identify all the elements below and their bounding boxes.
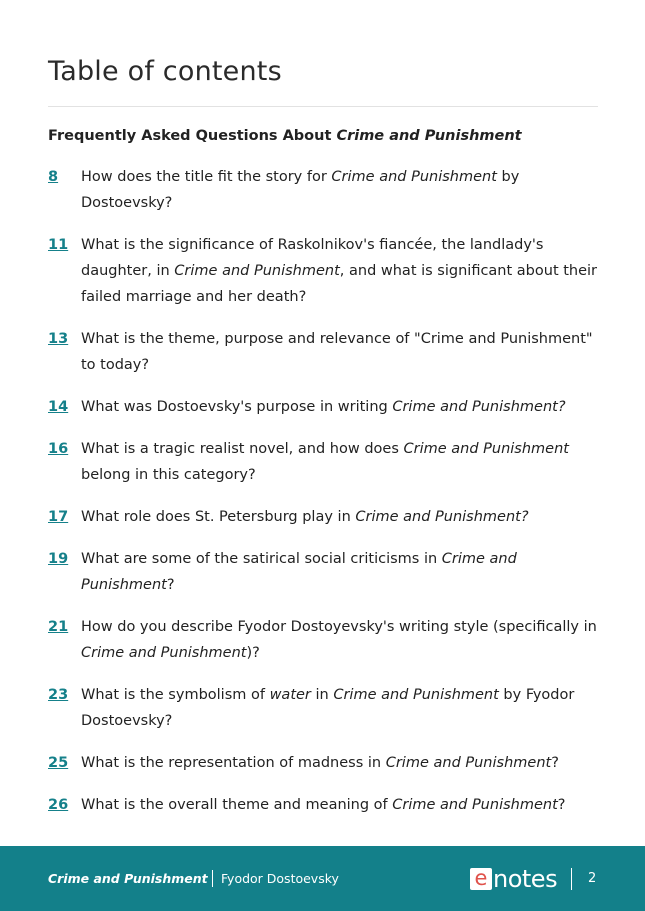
toc-question — [81, 436, 600, 488]
toc-question-text: What is the significance of Raskolnikov's fiancée, the landlady's daughter, in — [81, 237, 544, 279]
footer-book-title: Crime and Punishment — [48, 871, 208, 886]
toc-page-link[interactable]: 11 — [48, 237, 69, 253]
toc-question-italic: Crime and Punishment — [81, 551, 517, 593]
section-heading-book: Crime and Punishment — [336, 128, 522, 144]
toc-entry — [48, 750, 600, 776]
toc-question — [81, 750, 600, 776]
toc-page-link[interactable]: 23 — [48, 687, 69, 703]
toc-question-text: , and what is significant about their failed marriage and her death? — [81, 263, 598, 305]
toc-question-italic: Crime and Punishment — [81, 645, 247, 661]
toc-page-link[interactable]: 21 — [48, 619, 69, 635]
toc-question — [81, 614, 600, 666]
toc-page-link[interactable]: 25 — [48, 755, 69, 771]
toc-entry — [48, 614, 600, 666]
toc-page-link[interactable]: 16 — [48, 441, 69, 457]
toc-question-text: in — [310, 687, 334, 703]
toc-question-italic: Crime and Punishment — [333, 687, 499, 703]
toc-question-text: How does the title fit the story for — [81, 169, 332, 185]
logo-wordmark: notes — [493, 865, 558, 893]
toc-question-text: )? — [246, 645, 260, 661]
toc-entry — [48, 394, 600, 420]
footer-author: Fyodor Dostoevsky — [221, 871, 339, 886]
toc-question-italic: Crime and Punishment? — [355, 509, 529, 525]
toc-question-text: ? — [557, 797, 566, 813]
toc-page-link[interactable]: 14 — [48, 399, 69, 415]
toc-question — [81, 232, 600, 310]
toc-question — [81, 326, 600, 378]
toc-question-text: What was Dostoevsky's purpose in writing — [81, 399, 393, 415]
enotes-logo[interactable] — [470, 865, 557, 893]
toc-question-italic: Crime and Punishment — [331, 169, 497, 185]
toc-question-italic: Crime and Punishment — [174, 263, 340, 279]
toc-question-text: belong in this category? — [81, 467, 256, 483]
toc-question-text: What is the overall theme and meaning of — [81, 797, 393, 813]
toc-question-italic: Crime and Punishment? — [392, 399, 566, 415]
toc-question-text: What is the theme, purpose and relevance of "Crime and Punishment" to today? — [81, 331, 593, 373]
toc-entry — [48, 682, 600, 734]
toc-question-italic: Crime and Punishment — [403, 441, 569, 457]
toc-question-text: What is the representation of madness in — [81, 755, 386, 771]
footer-divider — [212, 870, 213, 887]
page-number: 2 — [588, 871, 597, 886]
toc-question — [81, 164, 600, 216]
toc-question — [81, 792, 600, 818]
toc-question — [81, 394, 600, 420]
footer-divider-2 — [571, 868, 572, 890]
toc-question-italic: Crime and Punishment — [392, 797, 558, 813]
toc-question — [81, 504, 600, 530]
toc-entry — [48, 436, 600, 488]
toc-question-italic: water — [269, 687, 311, 703]
toc-question — [81, 682, 600, 734]
toc-entry — [48, 164, 600, 216]
toc-question-text: What role does St. Petersburg play in — [81, 509, 356, 525]
toc-entry — [48, 232, 600, 310]
toc-page-link[interactable]: 13 — [48, 331, 69, 347]
footer — [0, 846, 645, 911]
toc-question-text: What are some of the satirical social criticisms in — [81, 551, 442, 567]
toc-page-link[interactable]: 17 — [48, 509, 69, 525]
title-divider — [48, 106, 598, 107]
section-heading-prefix: Frequently Asked Questions About — [48, 128, 337, 144]
toc-entry — [48, 326, 600, 378]
toc-question-text: by Fyodor Dostoevsky? — [81, 687, 575, 729]
toc-page-link[interactable]: 8 — [48, 169, 59, 185]
section-heading — [48, 128, 522, 144]
toc-page-link[interactable]: 19 — [48, 551, 69, 567]
toc-question-text: How do you describe Fyodor Dostoyevsky's writing style (specifically in — [81, 619, 597, 635]
toc-question-text: ? — [166, 577, 175, 593]
toc-question-text: What is a tragic realist novel, and how does — [81, 441, 404, 457]
toc-question-text: ? — [551, 755, 559, 771]
toc-question-italic: Crime and Punishment — [385, 755, 552, 771]
toc-question-text: What is the symbolism of — [81, 687, 270, 703]
toc-entry — [48, 546, 600, 598]
toc-entry — [48, 504, 600, 530]
toc-question-text: by Dostoevsky? — [81, 169, 520, 211]
toc-question — [81, 546, 600, 598]
page-title: Table of contents — [48, 56, 282, 87]
toc-entry — [48, 792, 600, 818]
logo-e-mark: e — [470, 868, 492, 890]
toc-page-link[interactable]: 26 — [48, 797, 69, 813]
toc-list — [48, 164, 600, 818]
